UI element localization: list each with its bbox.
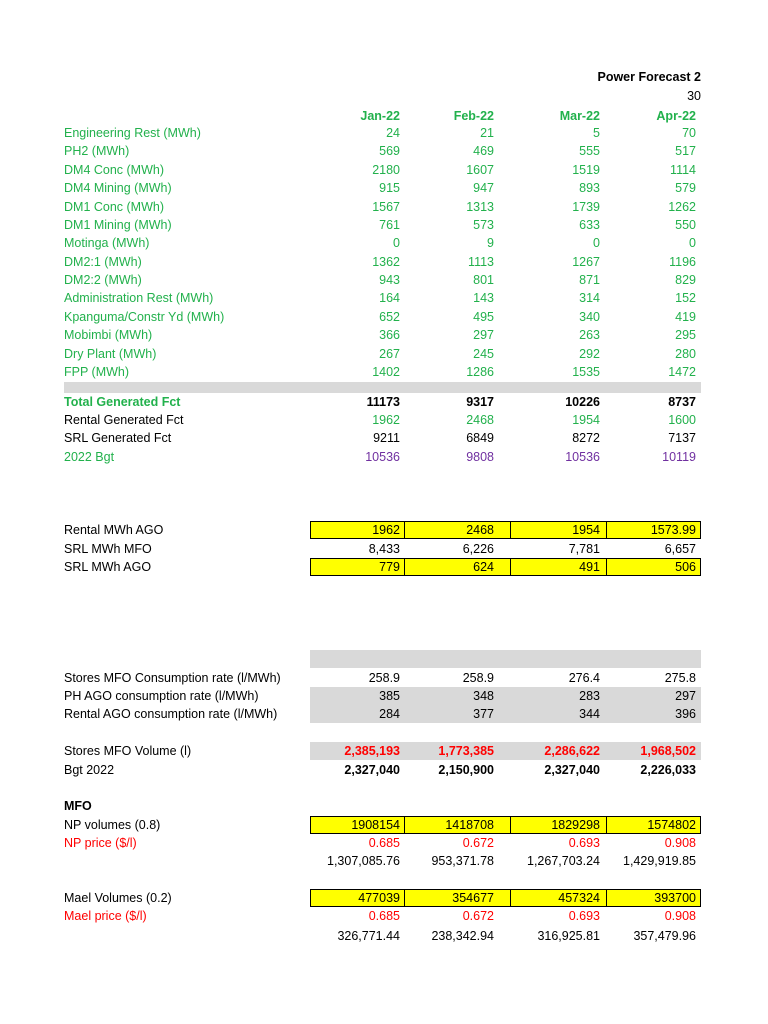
cell: 7137 (668, 431, 696, 445)
cell: 633 (579, 218, 600, 232)
cell: 238,342.94 (431, 929, 494, 943)
cell: 1402 (372, 365, 400, 379)
cell: 344 (579, 707, 600, 721)
cell: 506 (675, 560, 696, 574)
row-label: DM1 Conc (MWh) (64, 200, 165, 214)
cell: 0 (689, 236, 696, 250)
cell: 1,773,385 (438, 744, 494, 758)
cell: 258.9 (462, 671, 494, 685)
cell: 0 (593, 236, 600, 250)
row-label: Administration Rest (MWh) (64, 291, 214, 305)
cell: 258.9 (368, 671, 400, 685)
sheet-title: Power Forecast 2 (597, 70, 701, 84)
month-header: Mar-22 (559, 109, 600, 123)
cell: 292 (579, 347, 600, 361)
cell: 340 (579, 310, 600, 324)
cell: 8737 (668, 395, 696, 409)
table-row (0, 289, 768, 307)
cell: 1362 (372, 255, 400, 269)
cell: 6849 (466, 431, 494, 445)
cell: 652 (379, 310, 400, 324)
cell: 1267 (572, 255, 600, 269)
table-row (0, 124, 768, 142)
cell: 457324 (558, 891, 600, 905)
cell: 871 (579, 273, 600, 287)
row-label: Rental AGO consumption rate (l/MWh) (64, 707, 278, 721)
table-row (0, 742, 768, 760)
cell: 419 (675, 310, 696, 324)
cell: 779 (379, 560, 400, 574)
cell: 0.672 (462, 836, 494, 850)
table-row (0, 363, 768, 381)
cell: 2,327,040 (544, 763, 600, 777)
cell: 385 (379, 689, 400, 703)
cell: 0.693 (568, 836, 600, 850)
row-label: NP volumes (0.8) (64, 818, 161, 832)
table-row (0, 816, 768, 834)
row-label: Rental MWh AGO (64, 523, 164, 537)
cell: 829 (675, 273, 696, 287)
cell: 396 (675, 707, 696, 721)
cell: 5 (593, 126, 600, 140)
cell: 297 (473, 328, 494, 342)
row-label: Motinga (MWh) (64, 236, 150, 250)
cell: 280 (675, 347, 696, 361)
table-row (0, 308, 768, 326)
cell: 70 (682, 126, 696, 140)
cell: 10226 (565, 395, 600, 409)
month-header: Jan-22 (360, 109, 400, 123)
cell: 893 (579, 181, 600, 195)
table-row (0, 448, 768, 466)
cell: 2,150,900 (438, 763, 494, 777)
cell: 2468 (466, 413, 494, 427)
table-row (0, 234, 768, 252)
cell: 1114 (670, 163, 696, 177)
shaded-header-band (310, 650, 701, 668)
table-row (0, 345, 768, 363)
table-row (0, 540, 768, 558)
table-row (0, 326, 768, 344)
row-label: Mael price ($/l) (64, 909, 147, 923)
cell: 1472 (668, 365, 696, 379)
cell: 276.4 (568, 671, 600, 685)
table-row (0, 411, 768, 429)
table-row (0, 216, 768, 234)
cell: 1262 (668, 200, 696, 214)
cell: 1962 (372, 413, 400, 427)
cell: 943 (379, 273, 400, 287)
cell: 1418708 (445, 818, 494, 832)
cell: 0.672 (462, 909, 494, 923)
month-header: Apr-22 (656, 109, 696, 123)
cell: 2468 (466, 523, 494, 537)
cell: 1535 (572, 365, 600, 379)
cell: 953,371.78 (431, 854, 494, 868)
separator-band (64, 382, 701, 393)
cell: 143 (473, 291, 494, 305)
table-row (0, 927, 768, 945)
row-label: PH2 (MWh) (64, 144, 130, 158)
cell: 573 (473, 218, 494, 232)
cell: 550 (675, 218, 696, 232)
table-row (0, 393, 768, 411)
table-row (0, 889, 768, 907)
cell: 393700 (654, 891, 696, 905)
table-row (0, 907, 768, 925)
cell: 1739 (572, 200, 600, 214)
cell: 1600 (668, 413, 696, 427)
cell: 21 (480, 126, 494, 140)
cell: 1,307,085.76 (327, 854, 400, 868)
row-label: SRL MWh AGO (64, 560, 152, 574)
cell: 7,781 (568, 542, 600, 556)
cell: 0.685 (368, 909, 400, 923)
cell: 495 (473, 310, 494, 324)
cell: 1,429,919.85 (623, 854, 696, 868)
month-header: Feb-22 (453, 109, 494, 123)
cell: 2,226,033 (640, 763, 696, 777)
row-label: Total Generated Fct (64, 395, 181, 409)
cell: 0.908 (664, 909, 696, 923)
cell: 1313 (466, 200, 494, 214)
table-row (0, 429, 768, 447)
cell: 1954 (572, 523, 600, 537)
cell: 801 (473, 273, 494, 287)
table-row (0, 198, 768, 216)
table-row (0, 852, 768, 870)
row-label: DM4 Conc (MWh) (64, 163, 165, 177)
table-row (0, 253, 768, 271)
cell: 245 (473, 347, 494, 361)
table-row (0, 142, 768, 160)
cell: 24 (386, 126, 400, 140)
row-label: Kpanguma/Constr Yd (MWh) (64, 310, 225, 324)
table-row (0, 271, 768, 289)
row-label: DM2:2 (MWh) (64, 273, 142, 287)
cell: 8,433 (368, 542, 400, 556)
cell: 11173 (366, 395, 400, 409)
cell: 275.8 (664, 671, 696, 685)
table-row (0, 687, 768, 705)
cell: 326,771.44 (337, 929, 400, 943)
cell: 8272 (572, 431, 600, 445)
cell: 267 (379, 347, 400, 361)
row-label: Engineering Rest (MWh) (64, 126, 201, 140)
cell: 284 (379, 707, 400, 721)
cell: 354677 (452, 891, 494, 905)
cell: 0.693 (568, 909, 600, 923)
row-label: Mael Volumes (0.2) (64, 891, 172, 905)
sheet-subtitle: 30 (687, 89, 701, 103)
cell: 1962 (372, 523, 400, 537)
row-label: Bgt 2022 (64, 763, 115, 777)
section-heading (0, 797, 768, 815)
row-label: Stores MFO Consumption rate (l/MWh) (64, 671, 281, 685)
cell: 10536 (565, 450, 600, 464)
cell: 2180 (372, 163, 400, 177)
cell: 1573.99 (650, 523, 696, 537)
table-row (0, 705, 768, 723)
row-label: 2022 Bgt (64, 450, 115, 464)
cell: 1,968,502 (640, 744, 696, 758)
cell: 1286 (466, 365, 494, 379)
table-row (0, 669, 768, 687)
cell: 6,657 (664, 542, 696, 556)
table-row (0, 161, 768, 179)
cell: 1567 (372, 200, 400, 214)
row-label: Dry Plant (MWh) (64, 347, 157, 361)
cell: 0.685 (368, 836, 400, 850)
cell: 1829298 (551, 818, 600, 832)
cell: 915 (379, 181, 400, 195)
table-row (0, 834, 768, 852)
row-label: Stores MFO Volume (l) (64, 744, 192, 758)
cell: 1908154 (351, 818, 400, 832)
mfo-heading: MFO (64, 799, 92, 813)
row-label: DM4 Mining (MWh) (64, 181, 172, 195)
cell: 164 (379, 291, 400, 305)
cell: 1954 (572, 413, 600, 427)
cell: 314 (579, 291, 600, 305)
table-row (0, 179, 768, 197)
cell: 761 (379, 218, 400, 232)
cell: 366 (379, 328, 400, 342)
cell: 469 (473, 144, 494, 158)
month-header-row (0, 107, 768, 125)
cell: 517 (675, 144, 696, 158)
cell: 297 (675, 689, 696, 703)
row-label: Rental Generated Fct (64, 413, 184, 427)
cell: 477039 (358, 891, 400, 905)
cell: 10536 (365, 450, 400, 464)
table-row (0, 558, 768, 576)
row-label: Mobimbi (MWh) (64, 328, 153, 342)
cell: 10119 (662, 450, 696, 464)
cell: 579 (675, 181, 696, 195)
cell: 9317 (466, 395, 494, 409)
cell: 348 (473, 689, 494, 703)
row-label: NP price ($/l) (64, 836, 137, 850)
cell: 1574802 (647, 818, 696, 832)
cell: 1607 (466, 163, 494, 177)
cell: 1196 (669, 255, 696, 269)
cell: 1,267,703.24 (527, 854, 600, 868)
cell: 9211 (373, 431, 400, 445)
cell: 9808 (466, 450, 494, 464)
row-label: FPP (MWh) (64, 365, 130, 379)
cell: 6,226 (462, 542, 494, 556)
cell: 0.908 (664, 836, 696, 850)
cell: 316,925.81 (537, 929, 600, 943)
cell: 9 (487, 236, 494, 250)
cell: 569 (379, 144, 400, 158)
cell: 0 (393, 236, 400, 250)
cell: 283 (579, 689, 600, 703)
cell: 491 (579, 560, 600, 574)
cell: 2,385,193 (344, 744, 400, 758)
row-label: SRL MWh MFO (64, 542, 152, 556)
row-label: DM2:1 (MWh) (64, 255, 142, 269)
cell: 2,327,040 (344, 763, 400, 777)
cell: 295 (675, 328, 696, 342)
row-label: SRL Generated Fct (64, 431, 172, 445)
row-label: DM1 Mining (MWh) (64, 218, 172, 232)
cell: 555 (579, 144, 600, 158)
cell: 947 (473, 181, 494, 195)
table-row (0, 761, 768, 779)
cell: 152 (675, 291, 696, 305)
cell: 2,286,622 (544, 744, 600, 758)
cell: 624 (473, 560, 494, 574)
cell: 357,479.96 (633, 929, 696, 943)
cell: 263 (579, 328, 600, 342)
cell: 1113 (468, 255, 494, 269)
table-row (0, 521, 768, 539)
row-label: PH AGO consumption rate (l/MWh) (64, 689, 259, 703)
cell: 377 (473, 707, 494, 721)
cell: 1519 (572, 163, 600, 177)
